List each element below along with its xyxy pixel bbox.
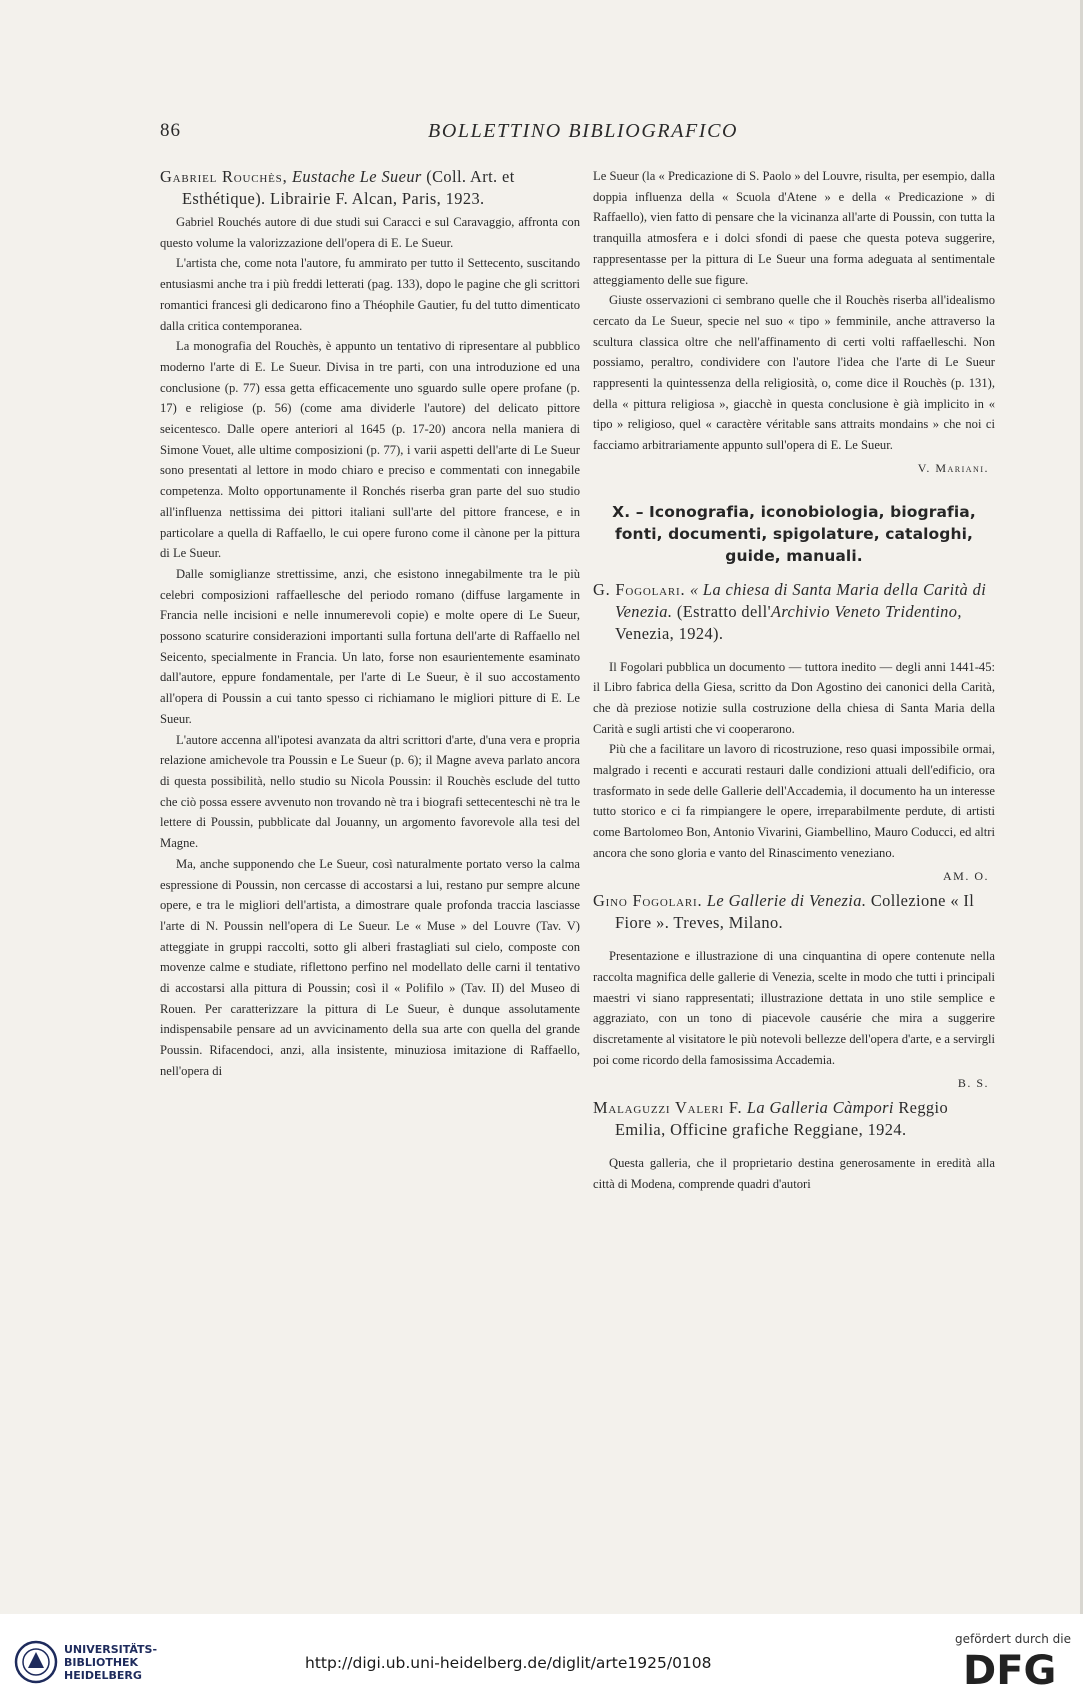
entry-author: Gabriel Rouchès, (160, 167, 288, 186)
entry-publication: Venezia, 1924). (615, 623, 724, 643)
paragraph: Dalle somiglianze strettissime, anzi, che esistono innegabilmente tra le più celebri composizioni raffaellesche del periodo romano (diffuse largamente in Francia nelle incisioni e nelle innumerevoli copie) e molte opere di Le Sueur, possono scaturire considerazioni importanti sulla fortuna dell'arte di Raffaello nel Seicento, specialmente in Francia. Un lato, forse non esaurientemente esaminato dall'autore, eppure fondamentale, per l'arte di Le Sueur, è il suo accostamento all'opera di Poussin a cui tanto spesso ci richiamano le migliori pitture di E. Le Sueur. (160, 566, 580, 726)
entry-title: « La chiesa di Santa Maria della Carità di Venezia. (615, 579, 987, 621)
entry-author: G. Fogolari. (593, 579, 686, 599)
right-column (593, 166, 995, 1195)
paragraph: Più che a facilitare un lavoro di ricostruzione, reso quasi impossibile ormai, malgrado i recenti e accurati restauri dalle condizioni attuali dell'edificio, ora trasformato in sede delle Gallerie dell'Accademia, il documento ha un interesse tutto storico e ci fa rimpiangere le opere, irreparabilmente perdute, di artisti come Bartolomeo Bon, Antonio Vivarini, Giambellino, Mauro Coducci, ed altri ancora che sono gloria e vanto del Rinascimento veneziano. (593, 742, 995, 860)
permalink-url[interactable]: http://digi.ub.uni-heidelberg.de/diglit/arte1925/0108 (305, 1654, 712, 1672)
paragraph: Presentazione e illustrazione di una cinquantina di opere contenute nella raccolta magnifica delle gallerie di Venezia, scelte in modo che tutti i principali maestri vi siano rappresentati; illustrazione dettata in uno stile semplice e aggraziato, con un tono di piacevole causérie che mira a suggerire discretamente al visitatore le più notevoli bellezze dell'opera d'arte, e a servirgli poi come ricordo della famosissima Accademia. (593, 949, 995, 1067)
entry-heading (593, 1097, 995, 1141)
university-seal-icon (14, 1640, 58, 1684)
paragraph: Ma, anche supponendo che Le Sueur, così naturalmente portato verso la calma espressione di Poussin, non cercasse di accostarsi a lui, restano pur sempre alcune opere, e tra le migliori dell'artista, a dimostrare quale profonda traccia lasciasse l'arte di N. Poussin nell'opera di Le Sueur. Le « Muse » del Louvre (Tav. V) atteggiate in gruppi raccolti, sotto gli alberi frastagliati sul cielo, composte con movenze calme e studiate, riflettono perfino nel modellato delle carni il tentativo di accostarsi alla pittura di Poussin; così il « Polifilo » (Tav. II) del Museo di Rouen. Per caratterizzare la pittura di Le Sueur, è dunque assolutamente indispensabile pensare ad un avvicinamento della sua arte con quella del grande Poussin. Rifacendoci, anzi, alla insistente, minuziosa imitazione di Raffaello, nell'opera di (160, 856, 580, 1078)
dfg-logo[interactable] (961, 1650, 1071, 1688)
dfg-logo-text: DFG (963, 1650, 1057, 1688)
reviewer-signature: V. Mariani. (917, 460, 989, 475)
library-logo[interactable] (14, 1640, 174, 1686)
entry-publication: Collezione « Il Fiore ». Treves, Milano. (615, 891, 975, 933)
page-header (160, 120, 990, 148)
entry-title: Le Gallerie di Venezia. (706, 891, 867, 911)
entry-title: La Galleria Càmpori (746, 1098, 894, 1118)
paragraph: L'artista che, come nota l'autore, fu ammirato per tutto il Settecento, suscitando entusiasmi anche tra i più freddi letterati (pag. 133), dopo le pagine che gli scrittori romantici francesi gli dedicarono fino a Théophile Gautier, fu del tutto dimenticato dalla critica contemporanea. (160, 256, 580, 333)
paragraph: Le Sueur (la « Predicazione di S. Paolo » del Louvre, risulta, per esempio, dalla doppia influenza della « Scuola d'Atene » e della « Predicazione » di Raffaello), vien fatto di pensare che la vicinanza all'arte di Poussin, con tutta la tranquilla atmosfera e i dolci sfondi di paese che questa poteva suggerire, rappresentasse per la pittura di Le Sueur una forma adeguata al sentimentale atteggiamento delle sue figure. (593, 169, 995, 287)
entry-title: Eustache Le Sueur (292, 167, 422, 186)
paragraph: Gabriel Rouchés autore di due studi sui Caracci e sul Caravaggio, affronta con questo volume la valorizzazione dell'opera di E. Le Sueur. (160, 215, 580, 250)
entry-heading (160, 166, 580, 210)
entry-publication: Reggio Emilia, Officine grafiche Reggiane, 1924. (615, 1098, 949, 1140)
entry-publication: (Coll. Art. et Esthétique). Librairie F. Alcan, Paris, 1923. (182, 167, 515, 208)
entry-author: Gino Fogolari. (593, 891, 703, 911)
paragraph: L'autore accenna all'ipotesi avanzata da altri scrittori d'arte, d'una vera e propria relazione amichevole tra Poussin e Le Sueur (p. 6); il Magne aveva parlato ancora di questa possibilità, nello studio su Nicola Poussin: il Rouchès esclude del tutto che ciò possa essere avvenuto non trovando nè tra i biografi settecenteschi nè tra le lettere di Poussin, pubblicate dal Jouanny, un argomento favorevole alla tesi del Magne. (160, 732, 580, 851)
spacer (593, 936, 995, 946)
reviewer-signature: AM. O. (942, 868, 989, 883)
viewer-footer (0, 1614, 1083, 1696)
paragraph: Questa galleria, che il proprietario destina generosamente in eredità alla città di Modena, comprende quadri d'autori (593, 1156, 995, 1191)
funding-note: gefördert durch die (955, 1632, 1071, 1646)
section-heading: X. – Iconografia, iconobiologia, biografia, fonti, documenti, spigolature, cataloghi, guide, manuali. (612, 502, 976, 565)
paragraph: Giuste osservazioni ci sembrano quelle che il Rouchès riserba all'idealismo cercato da Le Sueur, specie nel suo « tipo » femminile, anche attraverso la scultura classica oltre che nell'affinamento di certi volti raffaelleschi. Non possiamo, peraltro, condividere con l'autore l'idea che l'arte di Le Sueur rappresenti la quintessenza della religiosità, o, come dice il Rouchès (p. 131), della « pittura religiosa », giacchè in questa conclusione è già implicito in « tipo » religioso, quel « caractère véritable sans attraits mondains » che noi ci facciamo arbitrariamente appunto sull'opera di E. Le Sueur. (593, 293, 995, 453)
spacer (593, 647, 995, 657)
entry-journal: Archivio Veneto Tridentino, (770, 601, 962, 621)
spacer (593, 1143, 995, 1153)
page-number: 86 (160, 120, 181, 141)
left-column (160, 166, 580, 1082)
entry-publication: (Estratto dell' (676, 601, 771, 621)
entry-heading (593, 579, 995, 645)
library-name: UNIVERSITÄTS- BIBLIOTHEK HEIDELBERG (64, 1643, 158, 1682)
entry-heading (593, 890, 995, 934)
entry-author: Malaguzzi Valeri F. (593, 1098, 743, 1118)
paragraph: Il Fogolari pubblica un documento — tuttora inedito — degli anni 1441-45: il Libro fabrica della Giesa, scritto da Don Agostino dei canonici della Carità, che dà preziose notizie sulla costruzione della chiesa di Santa Maria della Carità e sugli artisti che vi cooperarono. (593, 659, 995, 736)
paragraph: La monografia del Rouchès, è appunto un tentativo di ripresentare al pubblico moderno l'arte di E. Le Sueur. Divisa in tre parti, con una introduzione ed una conclusione (p. 77) essa getta efficacemente uno sguardo sulle opere profane (p. 17) e religiose (p. 56) (come ama dividerle l'autore) del delicato pittore seicentesco. Dalle opere anteriori al 1645 (p. 17-20) ancora nella maniera di Simone Vouet, alle ultime composizioni (p. 77), i varii aspetti dell'arte di Le Sueur sono presentati al lettore in modo chiaro e preciso e commentati con innegabile competenza. Molto opportunamente il Ronchés riserba gran parte del suo studio all'influenza nettissima dei pittori italiani sull'arte del pittore francese, e in particolare a quella di Raffaello, le cui opere furono come il cànone per la pittura di Le Sueur. (160, 339, 580, 561)
running-title: BOLLETTINO BIBLIOGRAFICO (428, 120, 739, 142)
reviewer-signature: B. S. (957, 1075, 989, 1090)
